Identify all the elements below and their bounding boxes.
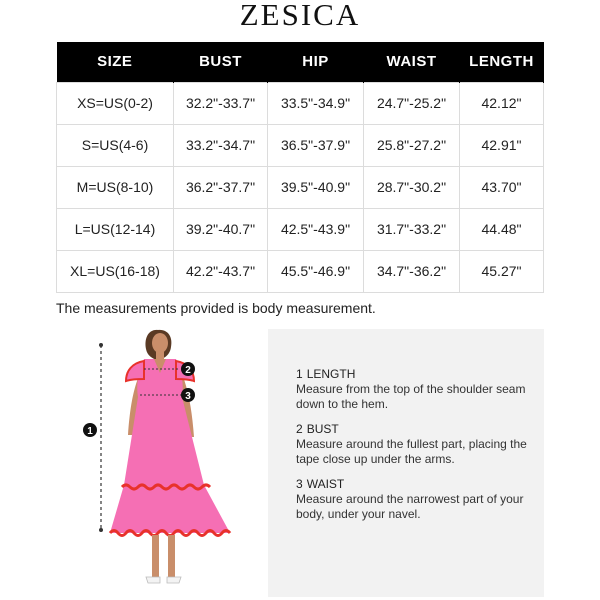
- cell-waist: 34.7"-36.2": [364, 250, 460, 292]
- right-leg: [168, 535, 175, 577]
- length-line-top-dot: [99, 343, 103, 347]
- length-line-bottom-dot: [99, 528, 103, 532]
- guide-number: 2: [296, 422, 303, 436]
- cell-size: XL=US(16-18): [57, 250, 174, 292]
- marker-3: [181, 388, 195, 402]
- cell-waist: 31.7"-33.2": [364, 208, 460, 250]
- header-size: SIZE: [57, 42, 174, 82]
- header-waist: WAIST: [364, 42, 460, 82]
- svg-text:1: 1: [87, 426, 93, 437]
- measurement-guide-panel: [268, 329, 544, 597]
- guide-description: Measure around the narrowest part of your body, under your navel.: [296, 492, 524, 521]
- face-shape: [152, 333, 168, 353]
- table-row: [57, 82, 544, 124]
- cell-hip: 36.5"-37.9": [268, 124, 364, 166]
- table-row: [57, 250, 544, 292]
- guide-title: LENGTH: [306, 367, 356, 381]
- left-shoe: [146, 577, 160, 583]
- header-length: LENGTH: [460, 42, 544, 82]
- cell-waist: 24.7"-25.2": [364, 82, 460, 124]
- svg-text:2: 2: [185, 365, 191, 376]
- cell-bust: 36.2"-37.7": [174, 166, 268, 208]
- guide-description: Measure from the top of the shoulder seam down to the hem.: [296, 382, 526, 411]
- cell-size: M=US(8-10): [57, 166, 174, 208]
- guide-title: WAIST: [306, 477, 345, 491]
- table-row: [57, 124, 544, 166]
- cell-size: L=US(12-14): [57, 208, 174, 250]
- cell-bust: 33.2"-34.7": [174, 124, 268, 166]
- dress-model-illustration: [80, 325, 245, 600]
- cell-bust: 42.2"-43.7": [174, 250, 268, 292]
- marker-1: [83, 423, 97, 437]
- table-row: [57, 166, 544, 208]
- table-row: [57, 208, 544, 250]
- table-header-row: [57, 42, 544, 82]
- size-chart-table: [56, 42, 544, 293]
- guide-length: [296, 367, 536, 412]
- header-hip: HIP: [268, 42, 364, 82]
- header-bust: BUST: [174, 42, 268, 82]
- cell-length: 42.12": [460, 82, 544, 124]
- cell-size: XS=US(0-2): [57, 82, 174, 124]
- cell-hip: 45.5"-46.9": [268, 250, 364, 292]
- guide-number: 3: [296, 477, 303, 491]
- guide-waist: [296, 477, 536, 522]
- brand-logo: ZESICA: [239, 0, 361, 32]
- cell-length: 42.91": [460, 124, 544, 166]
- left-leg: [152, 535, 159, 577]
- cell-hip: 33.5"-34.9": [268, 82, 364, 124]
- right-shoe: [167, 577, 181, 583]
- svg-text:3: 3: [185, 391, 191, 402]
- guide-title: BUST: [306, 422, 339, 436]
- neck-shape: [156, 351, 164, 359]
- cell-waist: 28.7"-30.2": [364, 166, 460, 208]
- cell-bust: 39.2"-40.7": [174, 208, 268, 250]
- marker-2: [181, 362, 195, 376]
- guide-bust: [296, 422, 536, 467]
- cell-length: 45.27": [460, 250, 544, 292]
- cell-size: S=US(4-6): [57, 124, 174, 166]
- dress-skirt: [110, 397, 230, 533]
- guide-number: 1: [296, 367, 303, 381]
- left-sleeve: [126, 361, 144, 381]
- measurement-note: The measurements provided is body measurement.: [56, 300, 376, 316]
- cell-length: 43.70": [460, 166, 544, 208]
- cell-length: 44.48": [460, 208, 544, 250]
- cell-hip: 39.5"-40.9": [268, 166, 364, 208]
- cell-bust: 32.2"-33.7": [174, 82, 268, 124]
- guide-description: Measure around the fullest part, placing the tape close up under the arms.: [296, 437, 527, 466]
- cell-waist: 25.8"-27.2": [364, 124, 460, 166]
- cell-hip: 42.5"-43.9": [268, 208, 364, 250]
